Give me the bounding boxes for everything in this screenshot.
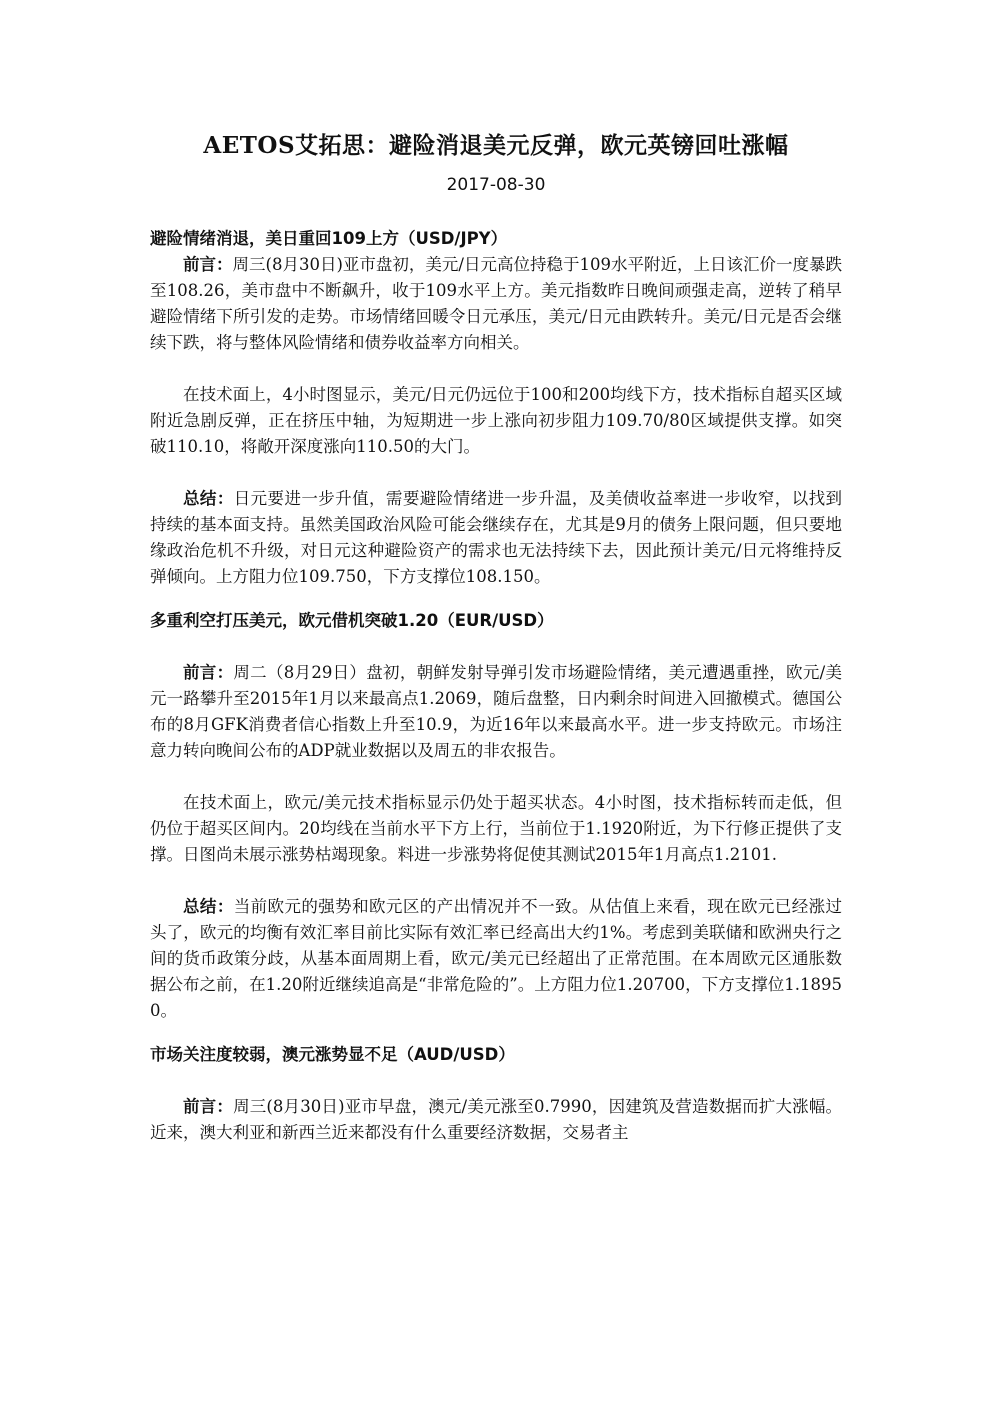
document-page [150,128,842,1146]
section-heading-audusd: 市场关注度较弱，澳元涨势显不足（AUD/USD） [150,1045,515,1064]
intro-label: 前言： [183,1097,234,1116]
summary-label: 总结： [183,897,234,916]
intro-label: 前言： [183,255,233,274]
intro-text: 周二（8月29日）盘初，朝鲜发射导弹引发市场避险情绪，美元遭遇重挫，欧元/美元一路攀升至2015年1月以来最高点1.2069，随后盘整，日内剩余时间进入回撤模式。德国公布的8月GFK消费者信心指数上升至10.9，为近16年以来最高水平。进一步支持欧元。市场注意力转向晚间公布的ADP就业数据以及周五的非农报告。 [150,663,843,760]
eurusd-technical-paragraph: 在技术面上，欧元/美元技术指标显示仍处于超买状态。4小时图，技术指标转而走低，但仍位于超买区间内。20均线在当前水平下方上行，当前位于1.1920附近，为下行修正提供了支撑。日图尚未展示涨势枯竭现象。料进一步涨势将促使其测试2015年1月高点1.2101. [150,793,842,864]
intro-label: 前言： [183,663,234,682]
usdjpy-technical-paragraph: 在技术面上，4小时图显示，美元/日元仍远位于100和200均线下方，技术指标自超买区域附近急剧反弹，正在挤压中轴，为短期进一步上涨向初步阻力109.70/80区域提供支撑。如突破110.10，将敞开深度涨向110.50的大门。 [150,385,842,456]
summary-label: 总结： [183,489,234,508]
page-title: AETOS艾拓思：避险消退美元反弹，欧元英镑回吐涨幅 [203,132,789,159]
publish-date: 2017-08-30 [446,175,546,195]
section-heading-usdjpy: 避险情绪消退，美日重回109上方（USD/JPY） [150,229,508,248]
eurusd-summary-paragraph [150,894,842,1024]
usdjpy-summary-paragraph [150,486,842,590]
eurusd-intro-paragraph [150,660,842,764]
usdjpy-intro-paragraph [150,252,842,356]
audusd-intro-paragraph [150,1094,842,1146]
intro-text: 周三(8月30日)亚市早盘，澳元/美元涨至0.7990，因建筑及营造数据而扩大涨幅。近来，澳大利亚和新西兰近来都没有什么重要经济数据，交易者主 [150,1097,842,1142]
summary-text: 当前欧元的强势和欧元区的产出情况并不一致。从估值上来看，现在欧元已经涨过头了，欧元的均衡有效汇率目前比实际有效汇率已经高出大约1%。考虑到美联储和欧洲央行之间的货币政策分歧，从基本面周期上看，欧元/美元已经超出了正常范围。在本周欧元区通胀数据公布之前，在1.20附近继续追高是“非常危险的”。上方阻力位1.20700，下方支撑位1.18950。 [150,897,843,1020]
section-heading-eurusd: 多重利空打压美元，欧元借机突破1.20（EUR/USD） [150,611,554,630]
summary-text: 日元要进一步升值，需要避险情绪进一步升温，及美债收益率进一步收窄，以找到持续的基本面支持。虽然美国政治风险可能会继续存在，尤其是9月的债务上限问题，但只要地缘政治危机不升级，对日元这种避险资产的需求也无法持续下去，因此预计美元/日元将维持反弹倾向。上方阻力位109.750，下方支撑位108.150。 [150,489,843,586]
intro-text: 周三(8月30日)亚市盘初，美元/日元高位持稳于109水平附近，上日该汇价一度暴跌至108.26，美市盘中不断飙升，收于109水平上方。美元指数昨日晚间顽强走高，逆转了稍早避险情绪下所引发的走势。市场情绪回暖令日元承压，美元/日元由跌转升。美元/日元是否会继续下跌，将与整体风险情绪和债券收益率方向相关。 [150,255,843,352]
